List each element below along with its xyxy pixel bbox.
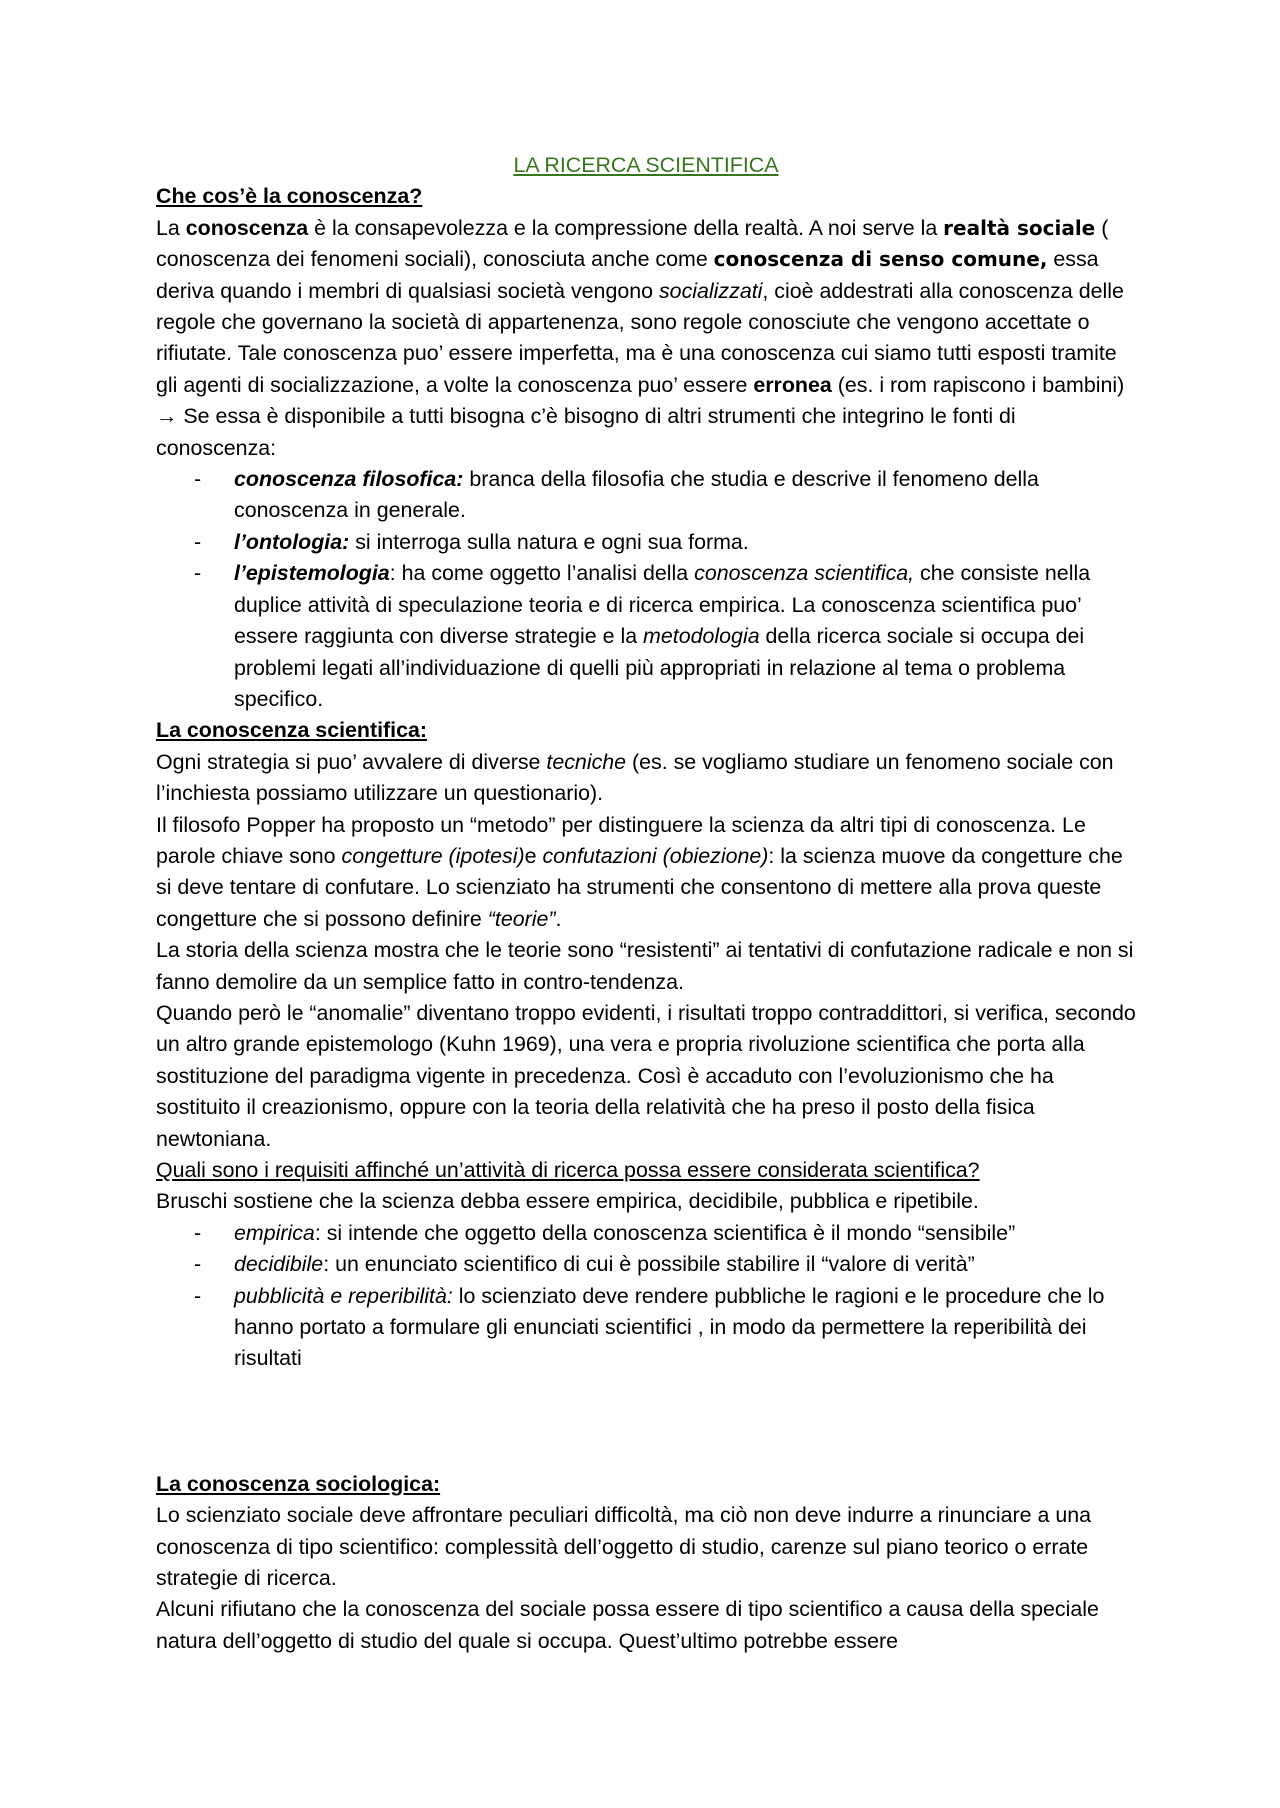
paragraph-rifiuto: Alcuni rifiutano che la conoscenza del sociale possa essere di tipo scientifico a causa della speciale natura dell’oggetto di studio del quale si occupa. Quest’ultimo potrebbe essere (156, 1597, 1099, 1653)
paragraph-conoscenza: La conoscenza è la consapevolezza e la compressione della realtà. A noi serve la realtà sociale ( conoscenza dei fenomeni sociali), conosciuta anche come conoscenza di senso comune, essa deriva quando i membri di qualsiasi società vengono socializzati, cioè addestrati alla conoscenza delle regole che governano la società di appartenenza, sono regole conosciute che vengono accettate o rifiutate. Tale conoscenza puo’ essere imperfetta, ma è una conoscenza cui siamo tutti esposti tramite gli agenti di socializzazione, a volte la conoscenza puo’ essere erronea (es. i rom rapiscono i bambini) → Se essa è disponibile a tutti bisogna c’è bisogno di altri strumenti che integrino le fonti di conoscenza: (156, 215, 1125, 460)
question-requisiti: Quali sono i requisiti affinché un’attività di ricerca possa essere considerata scientifica? (156, 1158, 980, 1182)
blank-space (156, 1375, 1136, 1469)
section-heading-conoscenza: Che cos’è la conoscenza? (156, 184, 423, 209)
document-page (156, 150, 1136, 1657)
section-heading-sociologica: La conoscenza sociologica: (156, 1471, 441, 1496)
list-item: - l’epistemologia: ha come oggetto l’analisi della conoscenza scientifica, che consiste nella duplice attività di speculazione teoria e di ricerca empirica. La conoscenza scientifica puo’ essere raggiunta con diverse strategie e la metodologia della ricerca sociale si occupa dei problemi legati all’individuazione di quelli più appropriati in relazione al tema o problema specifico. (156, 558, 1136, 715)
page-title: LA RICERCA SCIENTIFICA (513, 153, 779, 177)
paragraph-difficolta: Lo scienziato sociale deve affrontare peculiari difficoltà, ma ciò non deve indurre a rinunciare a una conoscenza di tipo scientifico: complessità dell’oggetto di studio, carenze sul piano teorico o errate strategie di ricerca. (156, 1503, 1092, 1591)
section-heading-scientifica: La conoscenza scientifica: (156, 718, 428, 743)
paragraph-bruschi: Bruschi sostiene che la scienza debba essere empirica, decidibile, pubblica e ripetibile. (156, 1189, 979, 1214)
paragraph-tecniche: Ogni strategia si puo’ avvalere di diverse tecniche (es. se vogliamo studiare un fenomeno sociale con l’inchiesta possiamo utilizzare un questionario). (156, 749, 1114, 806)
list-fonti-conoscenza (156, 464, 1136, 715)
list-item: - decidibile: un enunciato scientifico di cui è possibile stabilire il “valore di verità” (156, 1249, 1136, 1280)
paragraph-kuhn: Quando però le “anomalie” diventano troppo evidenti, i risultati troppo contraddittori, si verifica, secondo un altro grande epistemologo (Kuhn 1969), una vera e propria rivoluzione scientifica che porta alla sostituzione del paradigma vigente in precedenza. Così è accaduto con l’evoluzionismo che ha sostituito il creazionismo, oppure con la teoria della relatività che ha preso il posto della fisica newtoniana. (156, 1000, 1136, 1151)
list-item: - empirica: si intende che oggetto della conoscenza scientifica è il mondo “sensibile” (156, 1218, 1136, 1249)
list-item: - l’ontologia: si interroga sulla natura e ogni sua forma. (156, 527, 1136, 558)
list-item: - conoscenza filosofica: branca della filosofia che studia e descrive il fenomeno della conoscenza in generale. (156, 464, 1136, 527)
list-requisiti (156, 1218, 1136, 1375)
paragraph-popper: Il filosofo Popper ha proposto un “metodo” per distinguere la scienza da altri tipi di conoscenza. Le parole chiave sono congetture (ipotesi)e confutazioni (obiezione): la scienza muove da congetture che si deve tentare di confutare. Lo scienziato ha strumenti che consentono di mettere alla prova queste congetture che si possono definire “teorie”. (156, 812, 1123, 931)
paragraph-storia-scienza: La storia della scienza mostra che le teorie sono “resistenti” ai tentativi di confutazione radicale e non si fanno demolire da un semplice fatto in contro-tendenza. (156, 938, 1134, 994)
list-item: - pubblicità e reperibilità: lo scienziato deve rendere pubbliche le ragioni e le procedure che lo hanno portato a formulare gli enunciati scientifici , in modo da permettere la reperibilità dei risultati (156, 1281, 1136, 1375)
